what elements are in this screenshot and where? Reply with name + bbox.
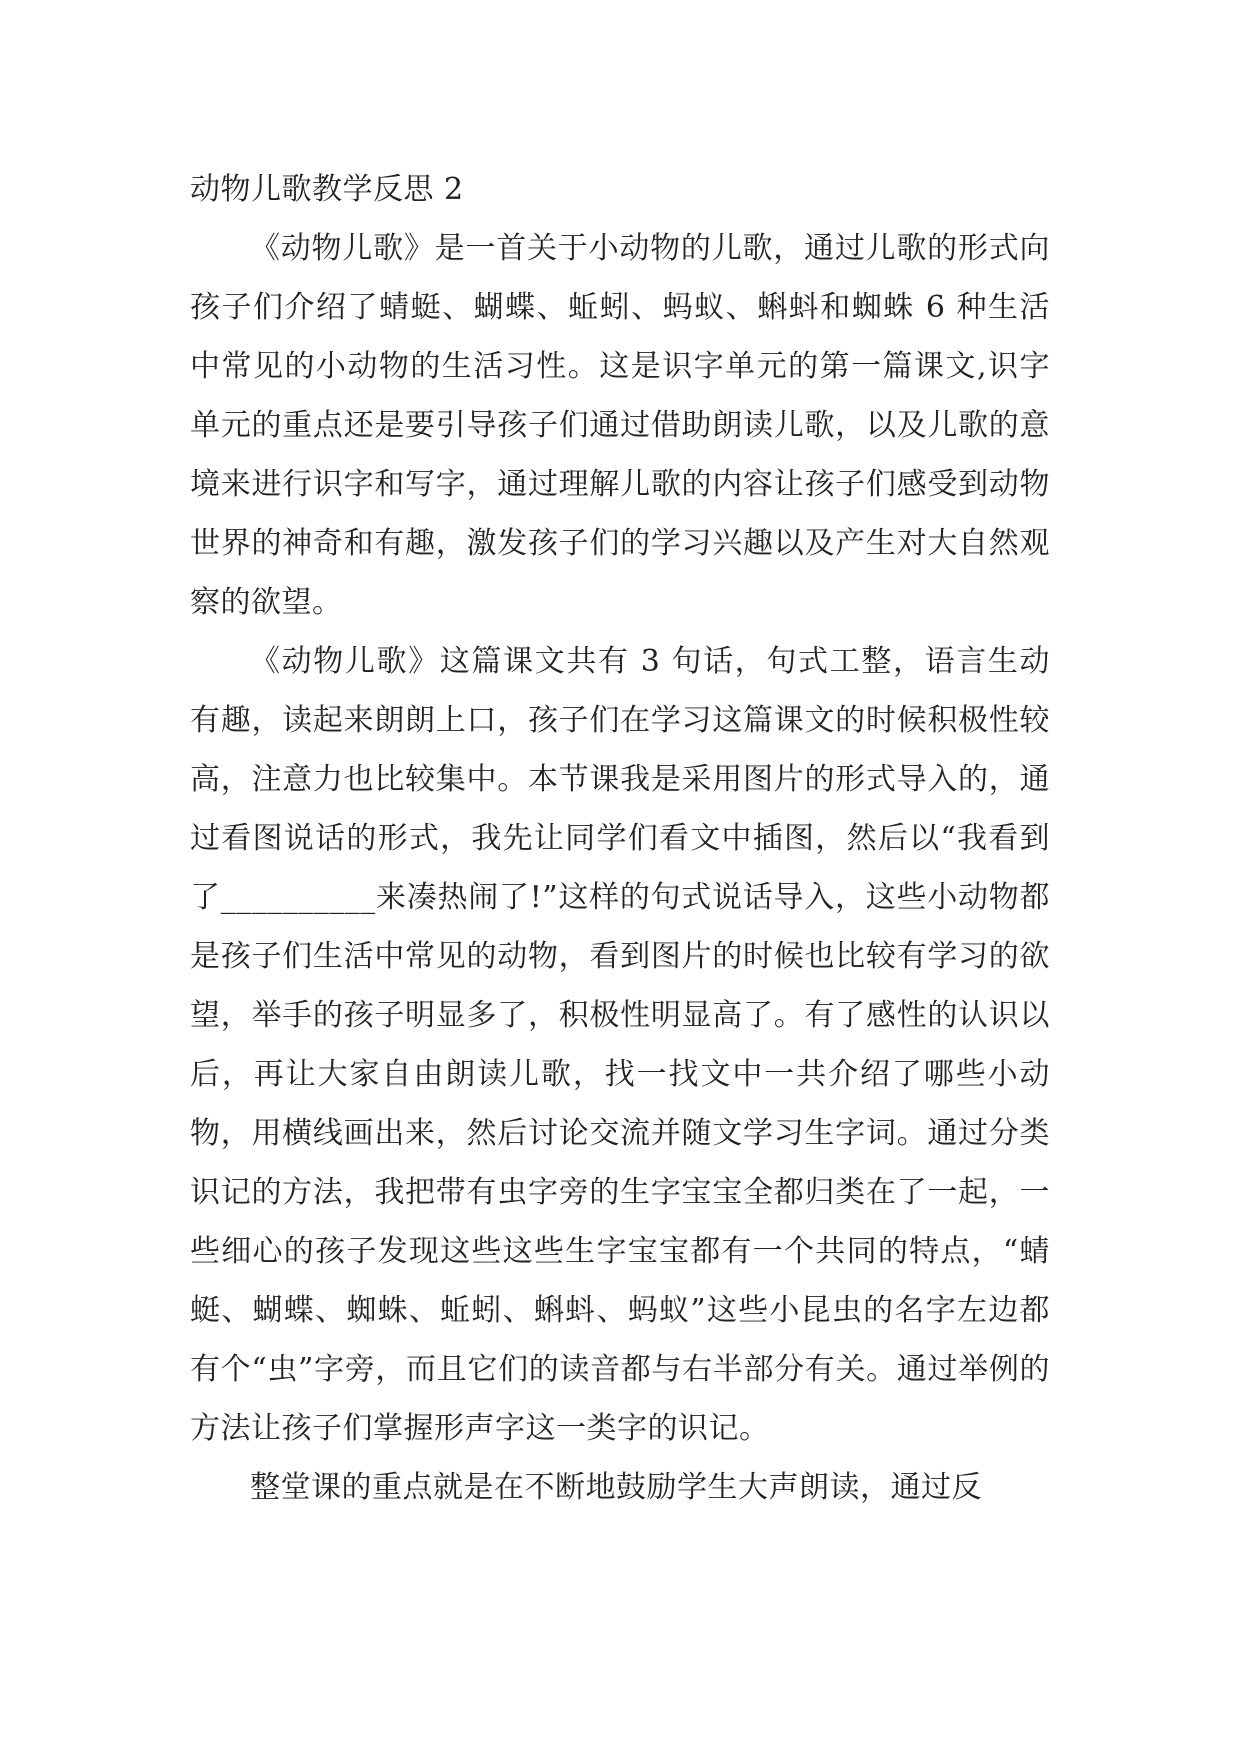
- paragraph-intro: 《动物儿歌》是一首关于小动物的儿歌，通过儿歌的形式向孩子们介绍了蜻蜓、蝴蝶、蚯蚓、蚂蚁、蝌蚪和蜘蛛 6 种生活中常见的小动物的生活习性。这是识字单元的第一篇课文,识字单元的重点还是要引导孩子们通过借助朗读儿歌，以及儿歌的意境来进行识字和写字，通过理解儿歌的内容让孩子们感受到动物世界的神奇和有趣，激发孩子们的学习兴趣以及产生对大自然观察的欲望。: [190, 231, 1050, 620]
- paragraph-reading-focus: 整堂课的重点就是在不断地鼓励学生大声朗读，通过反: [250, 1470, 982, 1505]
- paragraph-lesson-process: 《动物儿歌》这篇课文共有 3 句话，句式工整，语言生动有趣，读起来朗朗上口，孩子们在学习这篇课文的时候积极性较高，注意力也比较集中。本节课我是采用图片的形式导入的，通过看图说话的形式，我先让同学们看文中插图，然后以“我看到了__________来凑热闹了!”这样的句式说话导入，这些小动物都是孩子们生活中常见的动物，看到图片的时候也比较有学习的欲望，举手的孩子明显多了，积极性明显高了。有了感性的认识以后，再让大家自由朗读儿歌，找一找文中一共介绍了哪些小动物，用横线画出来，然后讨论交流并随文学习生字词。通过分类识记的方法，我把带有虫字旁的生字宝宝全都归类在了一起，一些细心的孩子发现这些这些生字宝宝都有一个共同的特点，“蜻蜓、蝴蝶、蜘蛛、蚯蚓、蝌蚪、蚂蚁”这些小昆虫的名字左边都有个“虫”字旁，而且它们的读音都与右半部分有关。通过举例的方法让孩子们掌握形声字这一类字的识记。: [190, 644, 1050, 1446]
- document-body: [190, 160, 1050, 1517]
- document-title: 动物儿歌教学反思 2: [190, 172, 464, 207]
